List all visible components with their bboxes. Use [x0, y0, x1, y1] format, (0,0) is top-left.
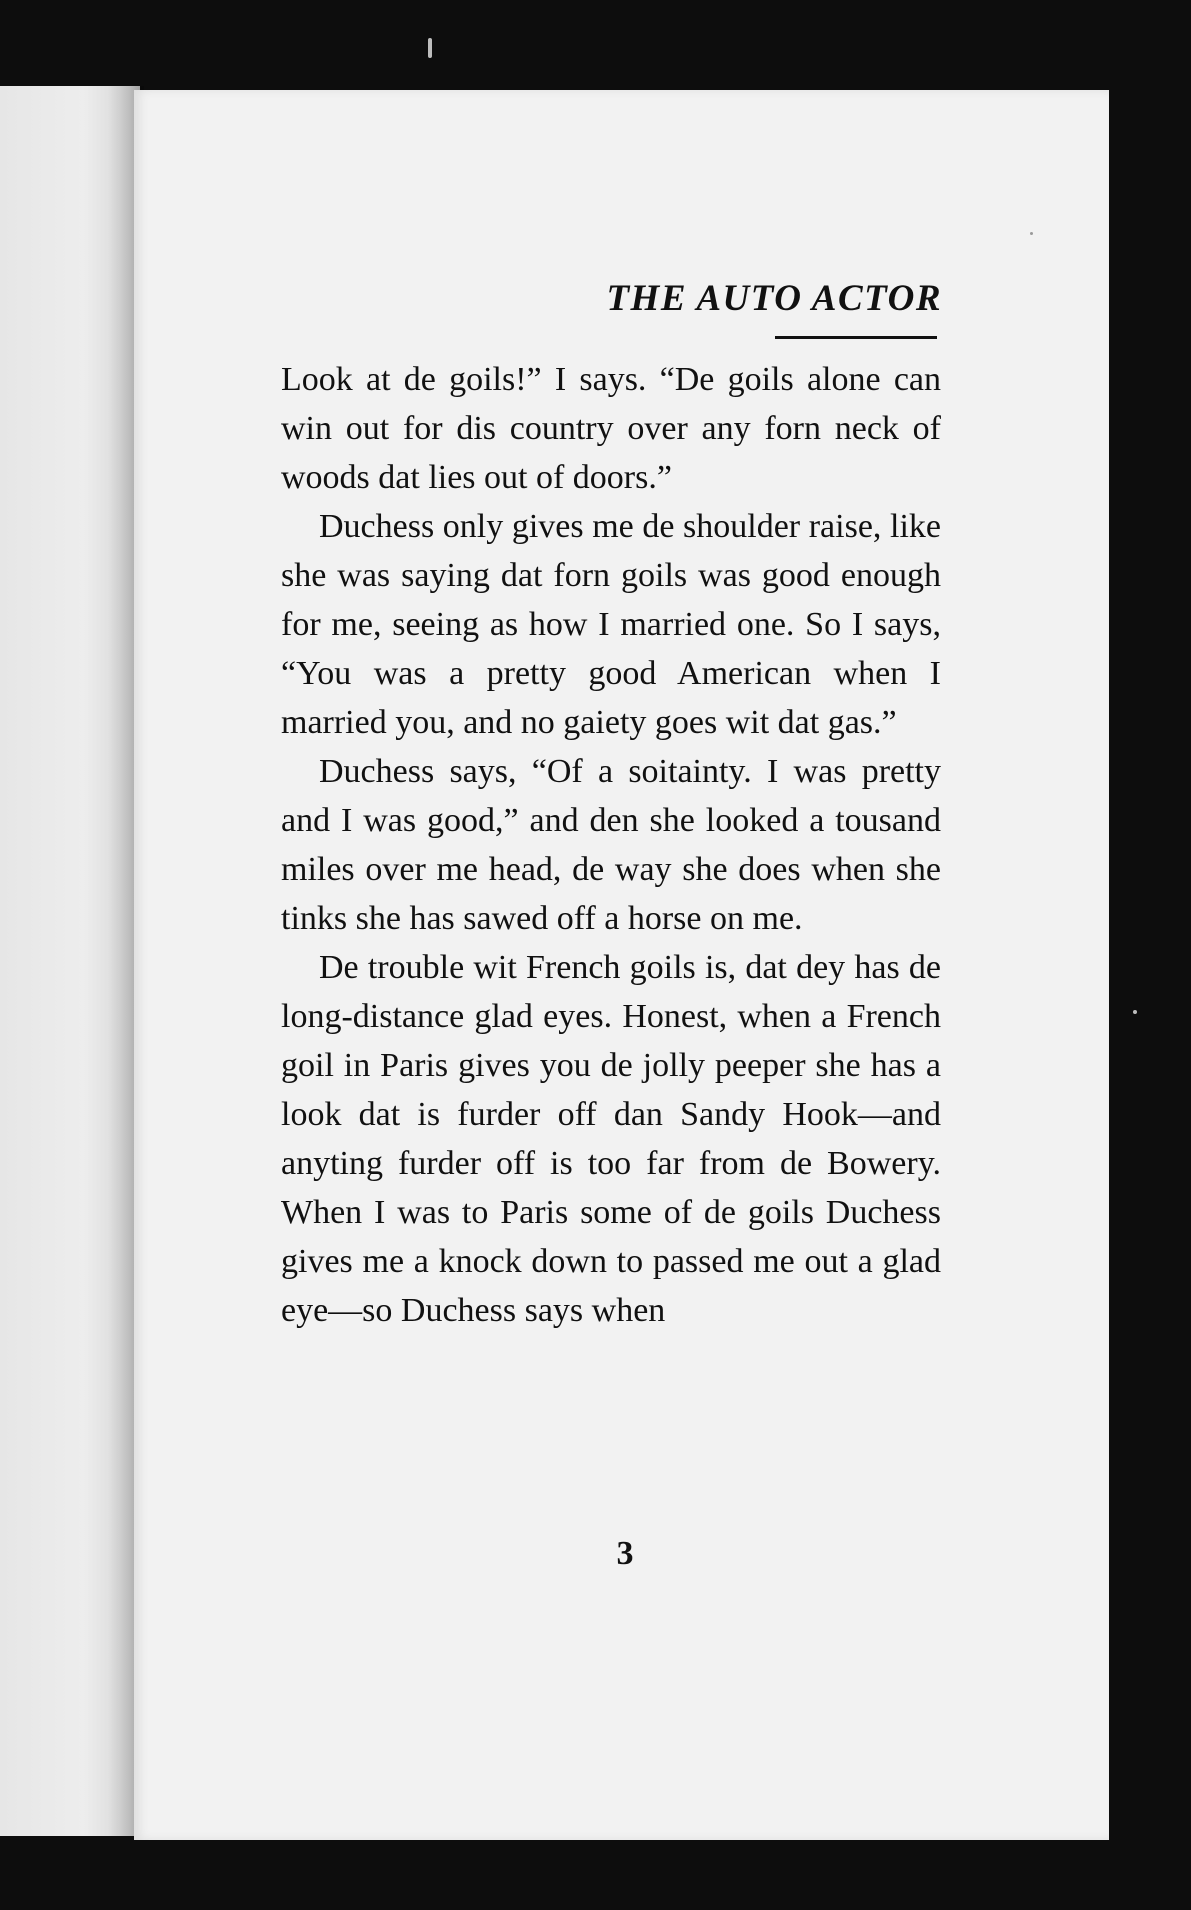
paragraph-1: Look at de goils!” I says. “De goils alone can win out for dis country over any forn neck of woods dat lies out of doors.” [281, 361, 941, 496]
scan-speck [1133, 1010, 1137, 1014]
scan-speck [1030, 232, 1033, 235]
header-rule [775, 336, 937, 339]
paragraph-3: Duchess says, “Of a soitainty. I was pretty and I was good,” and den she looked a tousand miles over me head, de way she does when she tinks she has sawed off a horse on me. [281, 753, 941, 937]
paragraph-2: Duchess only gives me de shoulder raise, like she was saying dat forn goils was good enough for me, seeing as how I married one. So I says, “You was a pretty good American when I married you, and no gaiety goes wit dat gas.” [281, 508, 941, 741]
page-number: 3 [616, 1535, 634, 1572]
paragraph-4: De trouble wit French goils is, dat dey has de long-distance glad eyes. Honest, when a French goil in Paris gives you de jolly peeper she has a look dat is furder off dan Sandy Hook—and anyting furder off is too far from de Bowery. When I was to Paris some of de goils Duchess gives me a knock down to passed me out a glad eye—so Duchess says when [281, 949, 941, 1329]
scan-speck [428, 38, 432, 58]
running-title: THE AUTO ACTOR [606, 278, 942, 319]
page-body [281, 355, 941, 1335]
